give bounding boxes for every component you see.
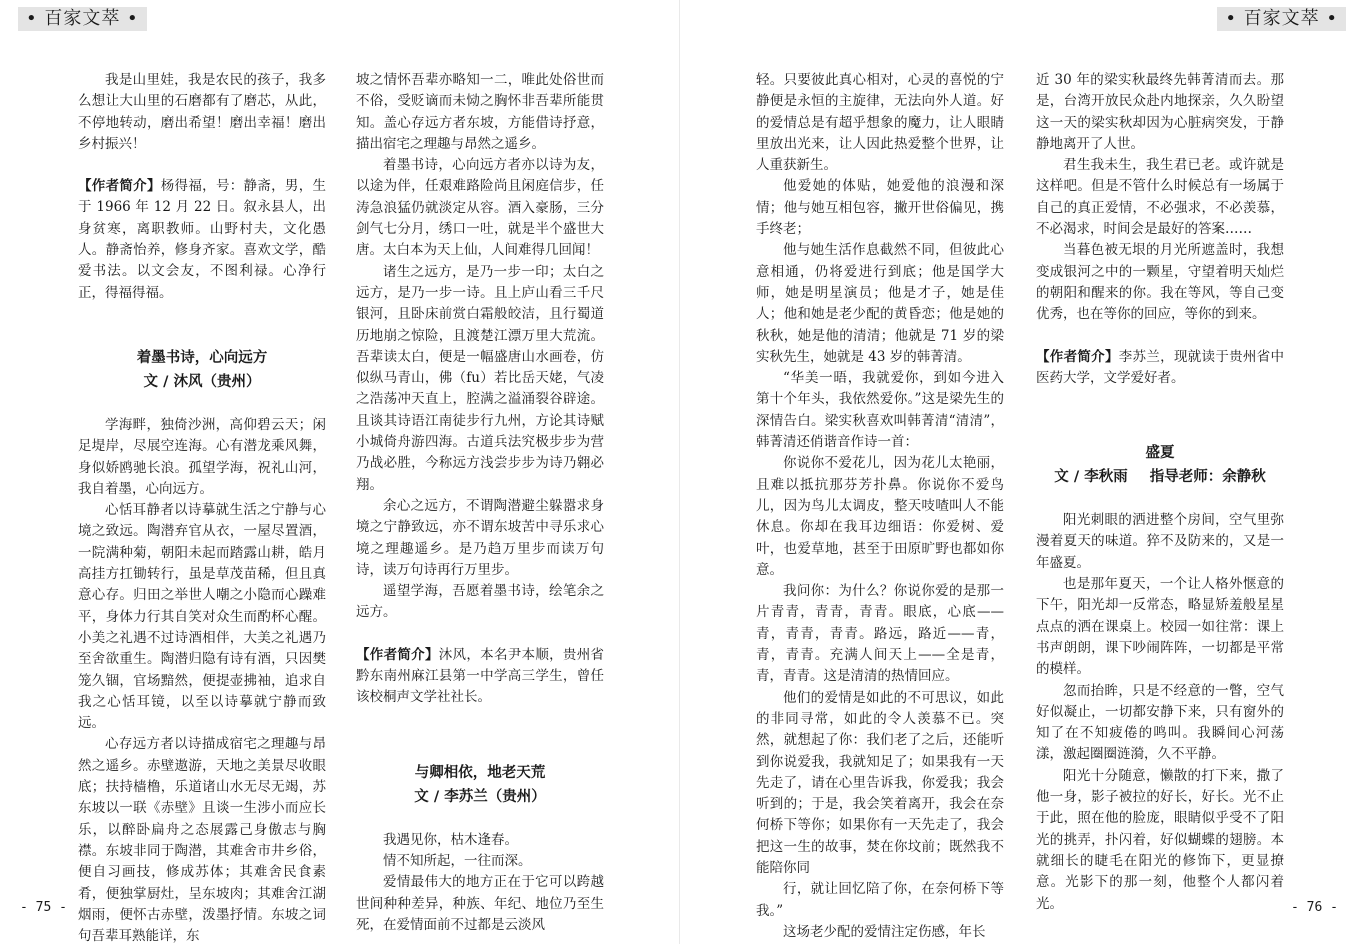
bio-text: 李苏兰，现就读于贵州省中医药大学，文学爱好者。 [1036, 348, 1285, 386]
paragraph: 他们的爱情是如此的不可思议，如此的非同寻常，如此的令人羡慕不已。突然，就想起了你：我们老了之后，还能听到你说爱我，我就知足了；如果我有一天先走了，请在心里告诉我，你爱我；我会听到的；于是，我会笑着离开，我会在奈何桥下等你；如果你有一天先走了，我会把这一生的故事，焚在你坟前；既然我不能陪你同 [756, 689, 1004, 876]
paragraph: 君生我未生，我生君已老。或许就是这样吧。但是不管什么时候总有一场属于自己的真正爱情，不必强求，不必羡慕，不必渴求，时间会是最好的答案…… [1036, 157, 1284, 238]
paragraph: 忽而抬眸，只是不经意的一瞥，空气好似凝止，一切都安静下来，只有窗外的知了在不知疲倦的鸣叫。我瞬间心河荡漾，激起圈圈涟漪，久不平静。 [1036, 682, 1284, 763]
paragraph: 也是那年夏天，一个让人格外惬意的下午，阳光却一反常态，略显矫羞般星星点点的洒在课桌上。校园一如往常：课上书声朗朗，课下吵闹阵阵，一切都是平常的模样。 [1036, 576, 1284, 678]
article-byline: 文 / 李苏兰（贵州） [414, 788, 546, 805]
paragraph: 行，就让回忆陪了你，在奈何桥下等我。” [756, 881, 1004, 919]
paragraph: 他爱她的体贴，她爱他的浪漫和深情；他与她互相包容，撇开世俗偏见，携手终老； [756, 178, 1004, 238]
paragraph: 我是山里娃，我是农民的孩子，我多么想让大山里的石磨都有了磨芯，从此，不停地转动，磨出希望！磨出幸福！磨出乡村振兴！ [78, 72, 326, 152]
bio-label: 【作者简介】 [78, 178, 161, 195]
page-number-left: - 75 - [20, 900, 67, 915]
section-header-right: • 百家文萃 • [1217, 7, 1346, 31]
bio-text: 杨得福，号：静斋，男，生于 1966 年 12 月 22 日。叙永县人，出身贫寒，离职教师。山野村夫，文化愚人。静斋怡养，修身齐家。喜欢文学，酷爱书法。以文会友，不图利禄。心净行正，得福得福。 [78, 178, 327, 301]
byline-advisor: 指导老师：余静秋 [1149, 469, 1266, 486]
column-3 [756, 70, 1004, 943]
paragraph: 我问你：为什么？你说你爱的是那一片青青，青青，青青。眼底，心底——青，青青，青青。路远，路近——青，青，青青。充满人间天上——全是青，青，青青。这是清清的热情回应。 [756, 583, 1004, 685]
paragraph: 阳光十分随意，懒散的打下来，撒了他一身，影子被拉的好长，好长。光不止于此，照在他的脸庞，眼睛似乎受不了阳光的挑弄，扑闪着，好似蝴蝶的翅膀。本就细长的睫毛在阳光的修饰下，更显撩意。光影下的那一刻，他整个人都闪着光。 [1036, 767, 1284, 912]
author-bio [1036, 347, 1284, 390]
paragraph: 当暮色被无垠的月光所遮盖时，我想变成银河之中的一颗星，守望着明天灿烂的朝阳和醒来的你。我在等风，等自己变优秀，也在等你的回应，等你的到来。 [1036, 242, 1284, 323]
left-page [0, 0, 680, 944]
author-bio [78, 176, 326, 304]
bio-text: 沐风，本名尹本顺，贵州省黔东南州麻江县第一中学高三学生，曾任该校桐声文学社社长。 [356, 646, 605, 706]
byline-author: 文 / 李秋雨 [1054, 469, 1128, 486]
right-page [680, 0, 1360, 944]
verse-line: 情不知所起，一往而深。 [383, 852, 532, 869]
paragraph: 他与她生活作息截然不同，但彼此心意相通，仍将爱进行到底；他是国学大师，她是明星演员；他是才子，她是佳人；他和她是老少配的黄昏恋；他是她的秋秋，她是他的清清；他就是 71 岁的梁实秋先生，她就是 43 岁的韩菁清。 [756, 242, 1004, 365]
article-byline: 文 / 沐风（贵州） [143, 373, 261, 390]
bio-label: 【作者简介】 [356, 646, 439, 663]
article-title: 与卿相依，地老天荒 [414, 764, 546, 781]
bio-label: 【作者简介】 [1036, 348, 1119, 365]
paragraph: 遥望学海，吾愿着墨书诗，绘笔余之远方。 [356, 583, 604, 621]
verse-line: 我遇见你，枯木逢春。 [383, 831, 518, 848]
paragraph: 诸生之远方，是乃一步一印；太白之远方，是乃一步一诗。且上庐山看三千尺银河，且卧床前赏白霜般皎洁，且行蜀道历地崩之惊险，且渡楚江漂万里大荒流。吾辈读太白，便是一幅盛唐山水画卷，仿似纵马青山，佛（fu）若比岳天姥，气凌之浩荡冲天直上，腔满之溢涌裂谷辟途。且谈其诗语江南徒步行九州，方论其诗赋小城倚舟游四海。古道兵法究极步步为营乃战必胜，今称远方浅尝步步为诗乃翱必翔。 [356, 263, 604, 493]
page-number-right: - 76 - [1291, 900, 1338, 915]
paragraph: 阳光刺眼的洒进整个房间，空气里弥漫着夏天的味道。猝不及防来的，又是一年盛夏。 [1036, 512, 1284, 571]
article-title: 盛夏 [1145, 445, 1175, 462]
paragraph: 坡之情怀吾辈亦略知一二，唯此处俗世而不俗，受贬谪而未恸之胸怀非吾辈所能贯知。盖心存远方者东坡，方能借诗抒意，描出宿宅之理趣与昂然之遥乡。 [356, 72, 604, 152]
column-4 [1036, 70, 1284, 915]
article-title: 着墨书诗，心向远方 [136, 349, 268, 366]
column-1 [78, 70, 326, 947]
paragraph: 爱情最伟大的地方正在于它可以跨越世间种种差异，种族、年纪、地位乃至生死，在爱情面前不过都是云淡风 [356, 874, 604, 933]
paragraph: 学海畔，独倚沙洲，高仰碧云天；闲足堤岸，尽展空连海。心有潜龙乘风舞，身似娇鸥驰长浪。孤望学海，祝礼山河，我自着墨，心向远方。 [78, 416, 326, 497]
paragraph: 你说你不爱花儿，因为花儿太艳丽，且难以抵抗那芬芳扑鼻。你说你不爱鸟儿，因为鸟儿太调皮，整天吱喳叫人不能休息。你却在我耳边细语：你爱树、爱叶，也爱草地，甚至于田原旷野也都如你意。 [756, 455, 1004, 578]
paragraph: “华美一晤，我就爱你，到如今进入第十个年头，我依然爱你。”这是梁先生的深情告白。梁实秋喜欢叫韩菁清“清清”，韩菁清还俏谐音作诗一首： [756, 370, 1004, 451]
paragraph: 心恬耳静者以诗摹就生活之宁静与心境之致远。陶潜弃官从衣，一屋尽置酒，一院满种菊，朝阳未起而踏露山耕，皓月高挂方扛锄转行，虽是草茂苗稀，但且真意心存。归田之举世人嘲之小隐而心躁难平，身体力行其自笑对众生而酌杯心醒。小美之礼遇不过诗酒相伴，大美之礼遇乃至舍欲重生。陶潜归隐有诗有酒，只因樊笼久锢，官场黯然，便提壶拂袖，追求自我之心恬耳镜，以至以诗摹就宁静而致远。 [78, 502, 326, 732]
paragraph: 近 30 年的梁实秋最终先韩菁清而去。那是，台湾开放民众赴内地探亲，久久盼望这一天的梁实秋却因为心脏病突发，于静静地离开了人世。 [1036, 72, 1284, 152]
paragraph: 余心之远方，不谓陶潜避尘躲嚣求身境之宁静致远，亦不谓东坡苦中寻乐求心境之理趣遥乡。是乃趋万里步而读万句诗，读万句诗再行万里步。 [356, 497, 604, 578]
section-header-left: • 百家文萃 • [18, 7, 147, 31]
column-2 [356, 70, 604, 936]
paragraph: 轻。只要彼此真心相对，心灵的喜悦的宁静便是永恒的主旋律，无法向外人道。好的爱情总是有超乎想象的魔力，让人眼睛里放出光来，让人因此热爱整个世界，让人重获新生。 [756, 72, 1004, 174]
article-byline [1036, 465, 1284, 489]
paragraph: 着墨书诗，心向远方者亦以诗为友，以途为伴，任艰难路险尚且闲庭信步，任涛急浪猛仍就淡定从容。酒入豪肠，三分剑气七分月，绣口一吐，就是半个盛世大唐。太白本为天上仙，人间难得几回闻！ [356, 157, 604, 259]
paragraph: 这场老少配的爱情注定伤感，年长 [783, 923, 986, 940]
author-bio [356, 645, 604, 709]
paragraph: 心存远方者以诗描成宿宅之理趣与昂然之遥乡。赤壁遨游，天地之美景尽收眼底；扶持樯橹，乐道诸山水无尽无竭，苏东坡以一联《赤壁》且谈一生涉小而应长乐，以醉卧扁舟之态展露己身傲志与胸襟。东坡非同于陶潜，其难舍市井乡俗，便自习画技，修成苏体；其难舍民食素肴，便独掌厨灶，呈东坡肉；其难舍江湖烟雨，便怀古赤壁，泼墨抒情。东坡之词句吾辈耳熟能详，东 [78, 736, 326, 945]
